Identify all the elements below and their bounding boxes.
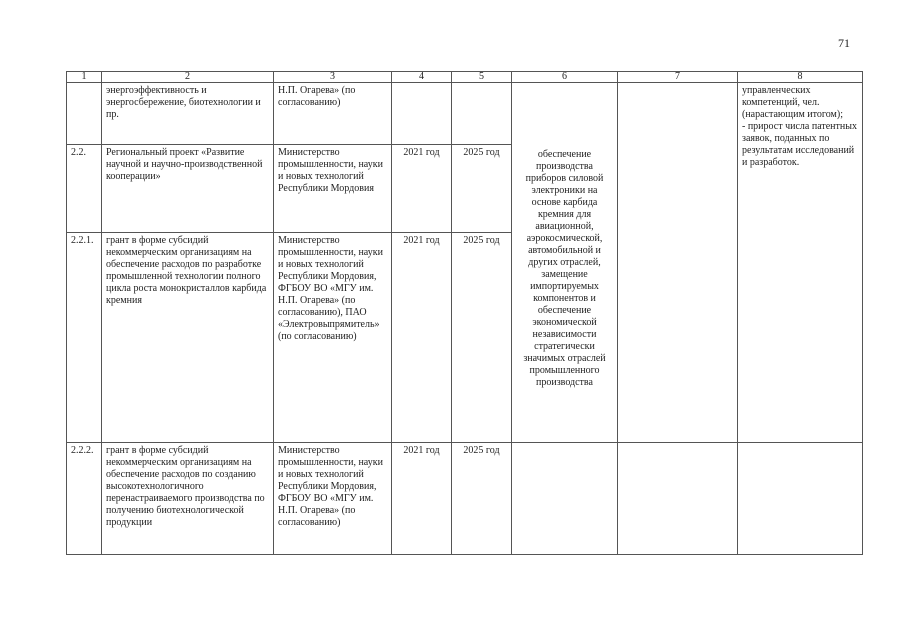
row-end: 2025 год bbox=[452, 233, 512, 443]
row-name: грант в форме субсидий некоммерческим организациям на обеспечение расходов по разработке промышленной технологии полного цикла роста монокристаллов карбида кремния bbox=[102, 233, 274, 443]
row-start: 2021 год bbox=[392, 233, 452, 443]
col-header-8: 8 bbox=[738, 72, 863, 83]
row-end: 2025 год bbox=[452, 145, 512, 233]
col-header-2: 2 bbox=[102, 72, 274, 83]
row-name: Региональный проект «Развитие научной и научно-производственной кооперации» bbox=[102, 145, 274, 233]
row-number: 2.2. bbox=[67, 145, 102, 233]
col-header-7: 7 bbox=[618, 72, 738, 83]
row-start: 2021 год bbox=[392, 443, 452, 555]
page-number: 71 bbox=[838, 36, 850, 50]
header-row bbox=[67, 72, 863, 83]
col-header-5: 5 bbox=[452, 72, 512, 83]
row-executor: Министерство промышленности, науки и новых технологий Республики Мордовия bbox=[274, 145, 392, 233]
col-header-6: 6 bbox=[512, 72, 618, 83]
col-header-1: 1 bbox=[67, 72, 102, 83]
table-row bbox=[67, 83, 863, 145]
col-header-4: 4 bbox=[392, 72, 452, 83]
row-number: 2.2.1. bbox=[67, 233, 102, 443]
row-executor: Н.П. Огарева» (по согласованию) bbox=[274, 83, 392, 145]
row-executor: Министерство промышленности, науки и новых технологий Республики Мордовия, ФГБОУ ВО «МГУ им. Н.П. Огарева» (по согласованию), ПАО «Электровыпрямитель» (по согласованию) bbox=[274, 233, 392, 443]
row-executor: Министерство промышленности, науки и новых технологий Республики Мордовия, ФГБОУ ВО «МГУ им. Н.П. Огарева» (по согласованию) bbox=[274, 443, 392, 555]
row-name: энергоэффективность и энергосбережение, биотехнологии и пр. bbox=[102, 83, 274, 145]
row-end: 2025 год bbox=[452, 443, 512, 555]
indicators-cell: управленческих компетенций, чел. (нарастающим итогом); - прирост числа патентных заявок, поданных по результатам исследований и разработок. bbox=[738, 83, 863, 443]
program-table bbox=[66, 71, 863, 555]
row-end bbox=[452, 83, 512, 145]
row-col8-empty bbox=[738, 443, 863, 555]
expected-result-cell: обеспечение производства приборов силовой электроники на основе карбида кремния для авиационной, аэрокосмической, автомобильной и других отраслей, замещение импортируемых компонентов и обеспечение экономической независимости стратегически значимых отраслей промышленного производства bbox=[512, 145, 618, 443]
col-header-3: 3 bbox=[274, 72, 392, 83]
col7-merged-cell bbox=[618, 83, 738, 443]
row-number: 2.2.2. bbox=[67, 443, 102, 555]
row-result-empty bbox=[512, 83, 618, 145]
row-col7-empty bbox=[618, 443, 738, 555]
row-number bbox=[67, 83, 102, 145]
row-start bbox=[392, 83, 452, 145]
row-name: грант в форме субсидий некоммерческим организациям на обеспечение расходов по созданию высокотехнологичного перенастраиваемого производства по получению биотехнологической продукции bbox=[102, 443, 274, 555]
row-start: 2021 год bbox=[392, 145, 452, 233]
row-result-empty bbox=[512, 443, 618, 555]
table-row bbox=[67, 443, 863, 555]
